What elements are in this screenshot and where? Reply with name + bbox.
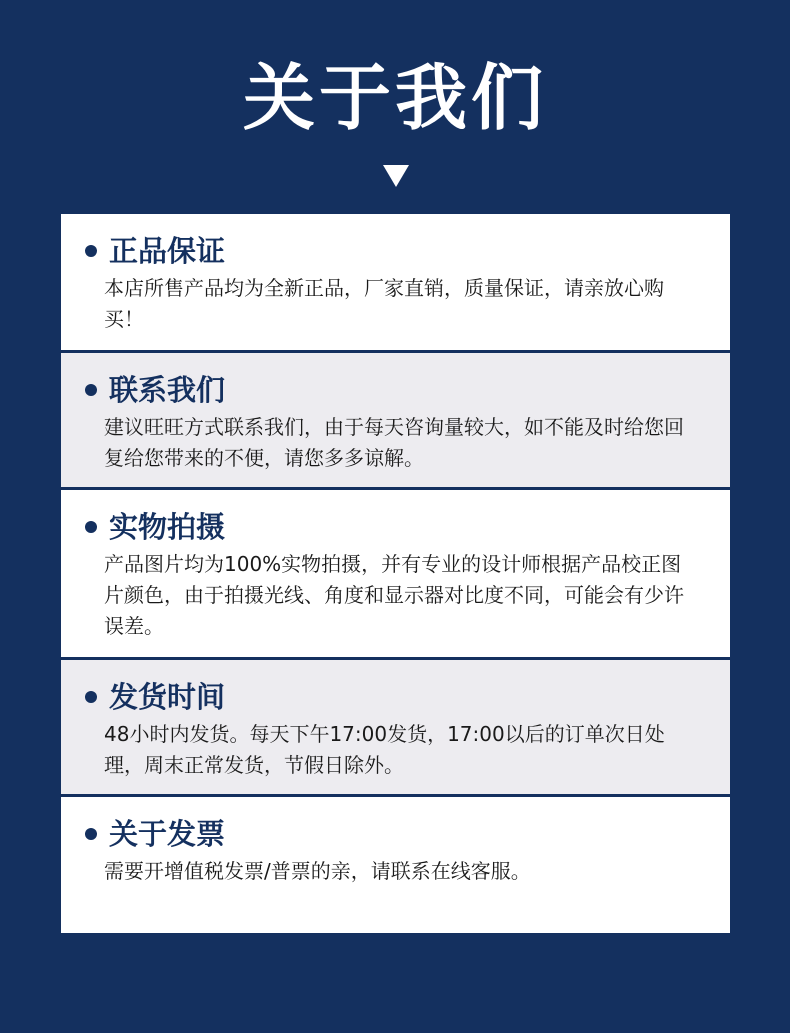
section-authentic-guarantee [61,214,730,350]
section-contact-us [61,353,730,487]
triangle-down-icon [383,165,409,187]
section-title: 联系我们 [109,373,226,407]
section-body: 建议旺旺方式联系我们，由于每天咨询量较大，如不能及时给您回复给您带来的不便，请您多多谅解。 [104,415,684,470]
section-body: 需要开增值税发票/普票的亲，请联系在线客服。 [104,859,531,883]
section-title: 正品保证 [109,234,226,268]
about-panel [61,214,730,933]
bullet-dot-icon [85,245,97,257]
bullet-dot-icon [85,828,97,840]
section-invoice [61,797,730,933]
section-title: 关于发票 [109,817,226,851]
page-title: 关于我们 [242,56,547,140]
section-body: 48小时内发货。每天下午17:00发货，17:00以后的订单次日处理，周末正常发货，节假日除外。 [104,722,665,777]
section-shipping-time [61,660,730,794]
section-body: 本店所售产品均为全新正品，厂家直销，质量保证，请亲放心购买！ [104,276,664,331]
bullet-dot-icon [85,521,97,533]
bullet-dot-icon [85,691,97,703]
section-title: 发货时间 [109,680,226,714]
section-real-photos [61,490,730,657]
section-title: 实物拍摄 [109,510,226,544]
bullet-dot-icon [85,384,97,396]
section-body: 产品图片均为100%实物拍摄，并有专业的设计师根据产品校正图片颜色，由于拍摄光线、角度和显示器对比度不同，可能会有少许误差。 [104,552,684,638]
